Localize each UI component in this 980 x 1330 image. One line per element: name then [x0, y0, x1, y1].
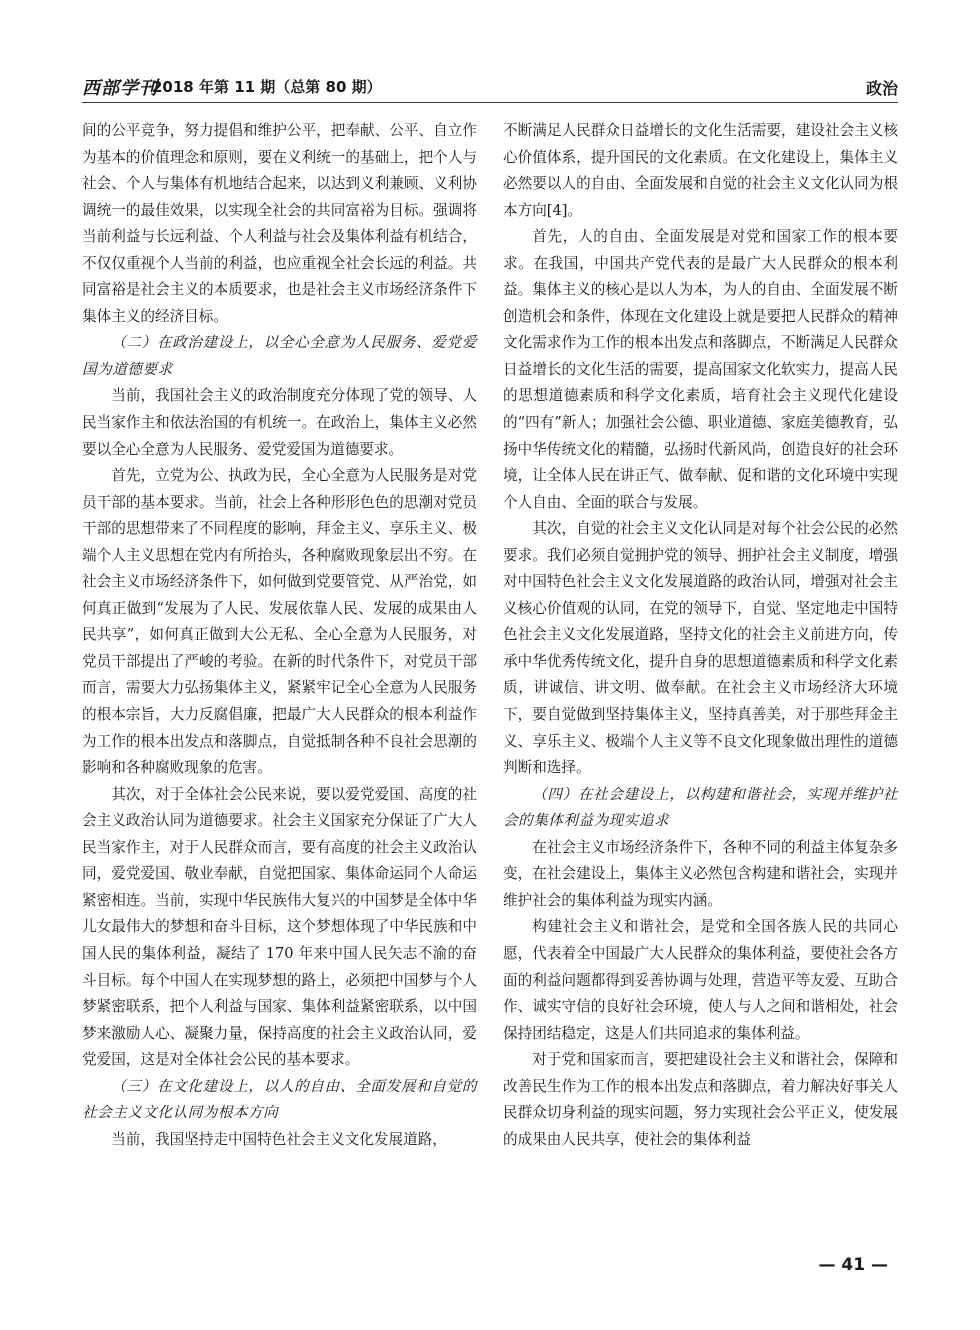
page-number: — 41 —: [818, 1255, 888, 1275]
issue-info: 2018 年第 11 期（总第 80 期）: [152, 78, 382, 96]
body-paragraph: 其次，自觉的社会主义文化认同是对每个社会公民的必然要求。我们必须自觉拥护党的领导、拥护社会主义制度，增强对中国特色社会主义文化发展道路的政治认同，增强对社会主义核心价值观的认同，在党的领导下，自觉、坚定地走中国特色社会主义文化发展道路，坚持文化的社会主义前进方向，传承中华优秀传统文化，提升自身的思想道德素质和科学文化素质，讲诚信、讲文明、做奉献。在社会主义市场经济大环境下，要自觉做到坚持集体主义，坚持真善美，对于那些拜金主义、享乐主义、极端个人主义等不良文化现象做出理性的道德判断和选择。: [503, 520, 898, 777]
body-paragraph: 对于党和国家而言，要把建设社会主义和谐社会，保障和改善民生作为工作的根本出发点和落脚点，着力解决好事关人民群众切身利益的现实问题，努力实现社会公平正义，使发展的成果由人民共享，使社会的集体利益: [503, 1051, 898, 1148]
body-paragraph: 首先，人的自由、全面发展是对党和国家工作的根本要求。在我国，中国共产党代表的是最广大人民群众的根本利益。集体主义的核心是以人为本，为人的自由、全面发展不断创造机会和条件，体现在文化建设上就是要把人民群众的精神文化需求作为工作的根本出发点和落脚点，不断满足人民群众日益增长的文化生活的需要，提高国家文化软实力，提高人民的思想道德素质和科学文化素质，培育社会主义现代化建设的“四有”新人；加强社会公德、职业道德、家庭美德教育，弘扬中华传统文化的精髓，弘扬时代新风尚，创造良好的社会环境，让全体人民在讲正气、做奉献、促和谐的文化环境中实现个人自由、全面的联合与发展。: [503, 228, 898, 511]
body-paragraph: 其次，对于全体社会公民来说，要以爱党爱国、高度的社会主义政治认同为道德要求。社会主义国家充分保证了广大人民当家作主，对于人民群众而言，要有高度的社会主义政治认同，爱党爱国、敬业奉献，自觉把国家、集体命运同个人命运紧密相连。当前，实现中华民族伟大复兴的中国梦是全体中华儿女最伟大的梦想和奋斗目标，这个梦想体现了中华民族和中国人民的集体利益，凝结了 170 年来中国人民矢志不渝的奋斗目标。每个中国人在实现梦想的路上，必须把中国梦与个人梦紧密联系，把个人利益与国家、集体利益紧密联系，以中国梦来激励人心、凝聚力量，保持高度的社会主义政治认同，爱党爱国，这是对全体社会公民的基本要求。: [82, 785, 477, 1069]
right-column: [503, 118, 898, 1153]
section-subheading: （四）在社会建设上，以构建和谐社会，实现并维护社会的集体利益为现实追求: [503, 785, 898, 830]
section-subheading: （三）在文化建设上，以人的自由、全面发展和自觉的社会主义文化认同为根本方向: [82, 1077, 477, 1122]
section-subheading: （二）在政治建设上，以全心全意为人民服务、爱党爱国为道德要求: [82, 334, 477, 378]
section-name: 政治: [865, 79, 898, 98]
body-paragraph: 当前，我国社会主义的政治制度充分体现了党的领导、人民当家作主和依法治国的有机统一。在政治上，集体主义必然要以全心全意为人民服务、爱党爱国为道德要求。: [82, 387, 477, 458]
body-paragraph: 构建社会主义和谐社会，是党和全国各族人民的共同心愿，代表着全中国最广大人民群众的集体利益，要使社会各方面的利益问题都得到妥善协调与处理，营造平等友爱、互助合作、诚实守信的良好社会环境，使人与人之间和谐相处，社会保持团结稳定，这是人们共同追求的集体利益。: [503, 918, 898, 1042]
body-paragraph: 首先，立党为公、执政为民，全心全意为人民服务是对党员干部的基本要求。当前，社会上各种形形色色的思潮对党员干部的思想带来了不同程度的影响，拜金主义、享乐主义、极端个人主义思想在党内有所抬头，各种腐败现象层出不穷。在社会主义市场经济条件下，如何做到党要管党、从严治党，如何真正做到“发展为了人民、发展依靠人民、发展的成果由人民共享”，如何真正做到大公无私、全心全意为人民服务，对党员干部提出了严峻的考验。在新的时代条件下，对党员干部而言，需要大力弘扬集体主义，紧紧牢记全心全意为人民服务的根本宗旨，大力反腐倡廉，把最广大人民群众的根本利益作为工作的根本出发点和落脚点，自觉抵制各种不良社会思潮的影响和各种腐败现象的危害。: [82, 467, 477, 777]
journal-logo: 西部学刊: [82, 78, 158, 99]
header-rule: [82, 102, 898, 103]
running-header: [82, 72, 898, 102]
body-paragraph: 当前，我国坚持走中国特色社会主义文化发展道路，: [111, 1130, 447, 1148]
body-paragraph: 在社会主义市场经济条件下，各种不同的利益主体复杂多变，在社会建设上，集体主义必然包含构建和谐社会，实现并维护社会的集体利益为现实内涵。: [503, 838, 898, 909]
body-paragraph: 不断满足人民群众日益增长的文化生活需要，建设社会主义核心价值体系，提升国民的文化素质。在文化建设上，集体主义必然要以人的自由、全面发展和自觉的社会主义文化认同为根本方向[4]。: [503, 122, 898, 219]
body-paragraph: 间的公平竞争，努力提倡和维护公平，把奉献、公平、自立作为基本的价值理念和原则，要在义利统一的基础上，把个人与社会、个人与集体有机地结合起来，以达到义利兼顾、义利协调统一的最佳效果，以实现全社会的共同富裕为目标。强调将当前利益与长远利益、个人利益与社会及集体利益有机结合，不仅仅重视个人当前的利益，也应重视全社会长远的利益。共同富裕是社会主义的本质要求，也是社会主义市场经济条件下集体主义的经济目标。: [82, 122, 477, 325]
left-column: [82, 118, 477, 1153]
